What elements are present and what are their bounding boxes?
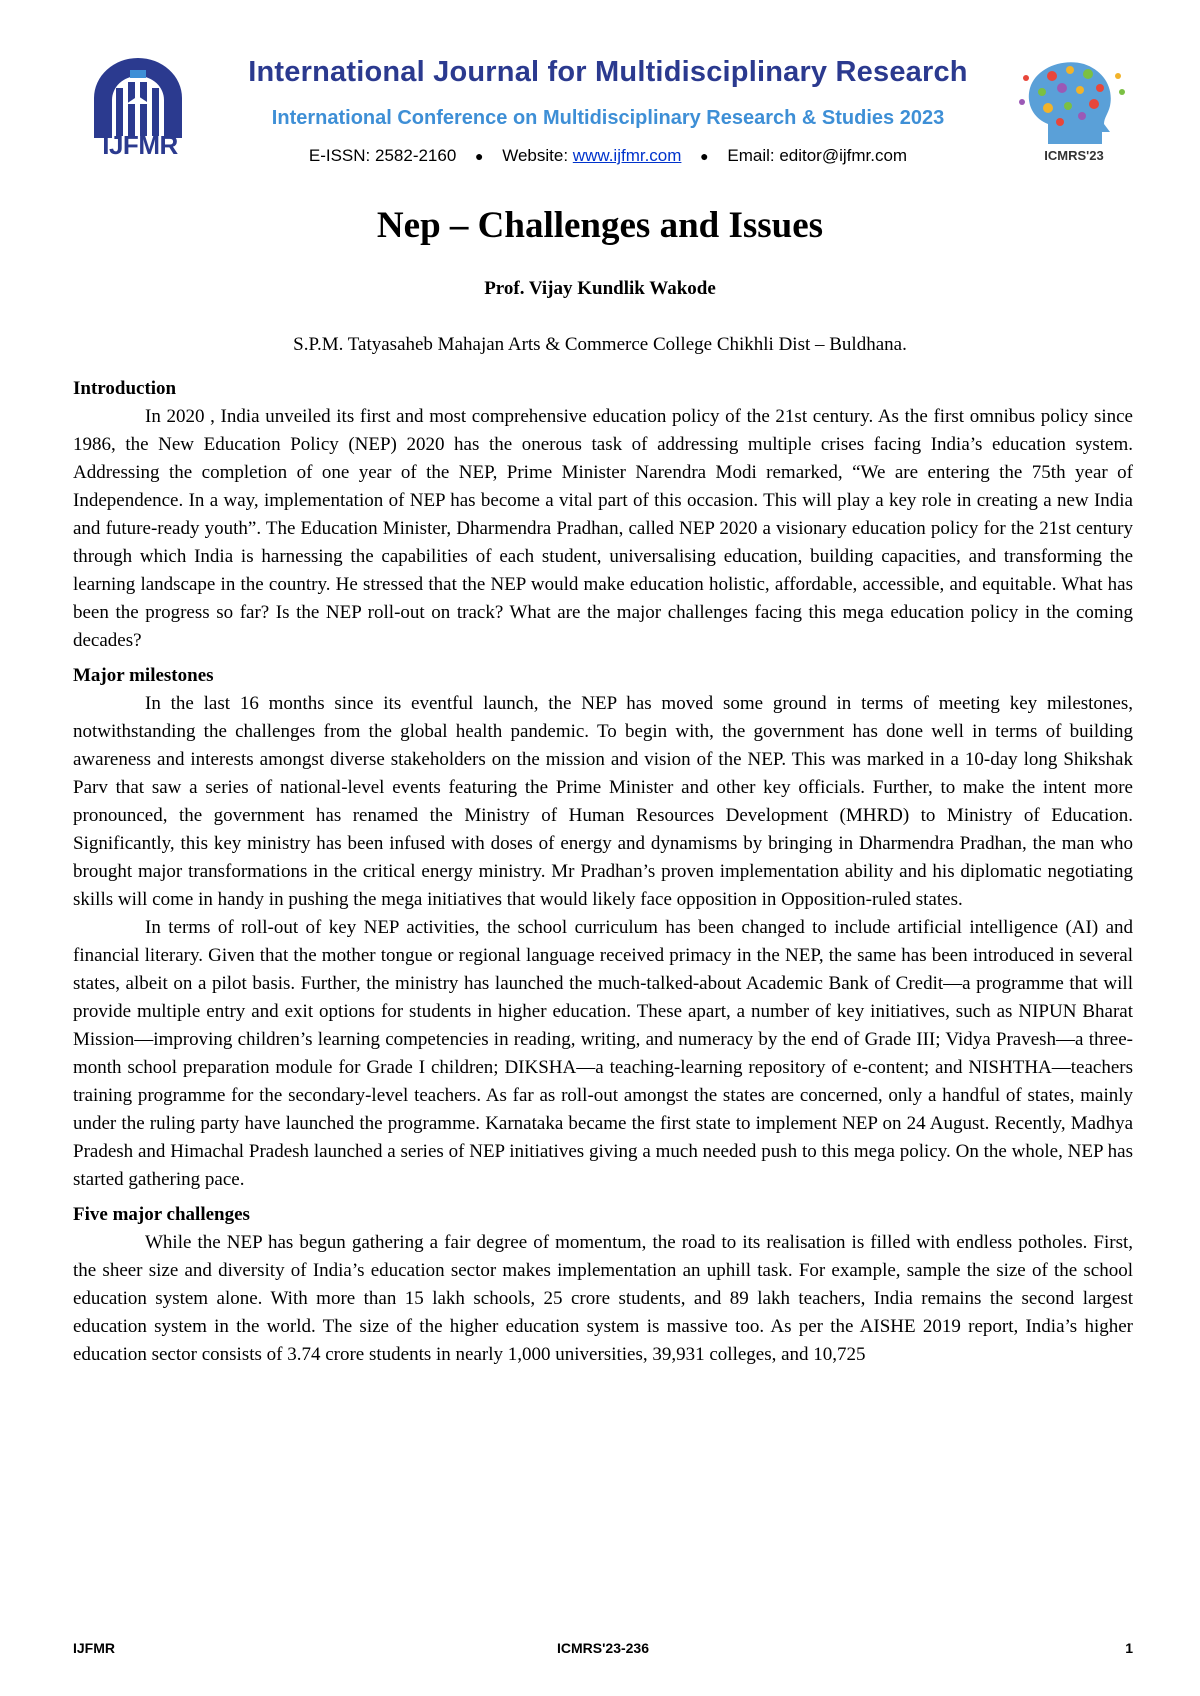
email-text: Email: editor@ijfmr.com	[727, 146, 908, 165]
ijfmr-logo	[86, 58, 190, 166]
page-number: 1	[1125, 1640, 1133, 1656]
icmrs-logo	[1018, 58, 1130, 170]
author-affiliation: S.P.M. Tatyasaheb Mahajan Arts & Commerce College Chikhli Dist – Buldhana.	[293, 334, 907, 355]
contact-line	[208, 146, 1008, 166]
ijfmr-logo-text: IJFMR	[102, 130, 178, 160]
head-network-icon	[1018, 58, 1130, 148]
footer-paper-id: ICMRS'23-236	[556, 1640, 650, 1656]
website-link[interactable]: www.ijfmr.com	[572, 146, 682, 165]
bullet-icon: ●	[700, 148, 709, 164]
conference-title: International Conference on Multidisciplinary Research & Studies 2023	[271, 107, 945, 129]
journal-title: International Journal for Multidisciplinary Research	[248, 56, 968, 88]
article-body	[73, 375, 1133, 1369]
paragraph: In 2020 , India unveiled its first and most comprehensive education policy of the 21st century. As the first omnibus policy since 1986, the New Education Policy (NEP) 2020 has the onerous task of addressing multiple crises facing India’s education system. Addressing the completion of one year of the NEP, Prime Minister Narendra Modi remarked, “We are entering the 75th year of Independence. In a way, implementation of NEP has become a vital part of this occasion. This will play a key role in creating a new India and future-ready youth”. The Education Minister, Dharmendra Pradhan, called NEP 2020 a visionary education policy for the 21st century through which India is harnessing the capabilities of each student, universalising education, building capacities, and transforming the learning landscape in the country. He stressed that the NEP would make education holistic, affordable, accessible, and equitable. What has been the progress so far? Is the NEP roll-out on track? What are the major challenges facing this mega education policy in the coming decades?	[73, 406, 1133, 651]
issn-text: E-ISSN: 2582-2160	[308, 146, 457, 165]
paragraph: In the last 16 months since its eventful launch, the NEP has moved some ground in terms of meeting key milestones, notwithstanding the challenges from the global health pandemic. To begin with, the government has done well in terms of building awareness and interests amongst diverse stakeholders on the mission and vision of the NEP. This was marked in a 10-day long Shikshak Parv that saw a series of national-level events featuring the Prime Minister and other key officials. Further, to make the intent more pronounced, the government has renamed the Ministry of Human Resources Development (MHRD) to Ministry of Education. Significantly, this key ministry has been infused with doses of energy and dynamisms by bringing in Dharmendra Pradhan, the man who brought major transformations in the critical energy ministry. Mr Pradhan’s proven implementation ability and his diplomatic negotiating skills will come in handy in pushing the mega initiatives that would likely face opposition in Opposition-ruled states.	[73, 693, 1133, 910]
footer-journal: IJFMR	[73, 1640, 115, 1656]
section-heading-challenges: Five major challenges	[73, 1204, 250, 1225]
paragraph: While the NEP has begun gathering a fair degree of momentum, the road to its realisation is filled with endless potholes. First, the sheer size and diversity of India’s education sector makes implementation an uphill task. For example, sample the size of the school education system alone. With more than 15 lakh schools, 25 crore students, and 89 lakh teachers, India remains the second largest education system in the world. The size of the higher education system is massive too. As per the AISHE 2019 report, India’s higher education sector consists of 3.74 crore students in nearly 1,000 universities, 39,931 colleges, and 10,725	[73, 1232, 1133, 1365]
article-title: Nep – Challenges and Issues	[376, 205, 824, 246]
website-label: Website:	[502, 146, 573, 165]
paragraph: In terms of roll-out of key NEP activities, the school curriculum has been changed to include artificial intelligence (AI) and financial literary. Given that the mother tongue or regional language received primacy in the NEP, the same has been introduced in several states, albeit on a pilot basis. Further, the ministry has launched the much-talked-about Academic Bank of Credit—a programme that will provide multiple entry and exit options for students in higher education. These apart, a number of key initiatives, such as NIPUN Bharat Mission—improving children’s learning competencies in reading, writing, and numeracy by the end of Grade III; Vidya Pravesh—a three-month school preparation module for Grade I children; DIKSHA—a teaching-learning repository of e-content; and NISHTHA—teachers training programme for the secondary-level teachers. As far as roll-out amongst the states are concerned, only a handful of states, mainly under the ruling party have launched the programme. Karnataka became the first state to implement NEP on 24 August. Recently, Madhya Pradesh and Himachal Pradesh launched a series of NEP initiatives giving a much needed push to this mega policy. On the whole, NEP has started gathering pace.	[73, 917, 1133, 1190]
bullet-icon: ●	[475, 148, 484, 164]
section-heading-introduction: Introduction	[73, 378, 177, 399]
icmrs-logo-text: ICMRS'23	[1044, 148, 1104, 163]
section-heading-milestones: Major milestones	[73, 665, 214, 686]
page-footer	[73, 1640, 1133, 1664]
author-name: Prof. Vijay Kundlik Wakode	[484, 278, 716, 299]
